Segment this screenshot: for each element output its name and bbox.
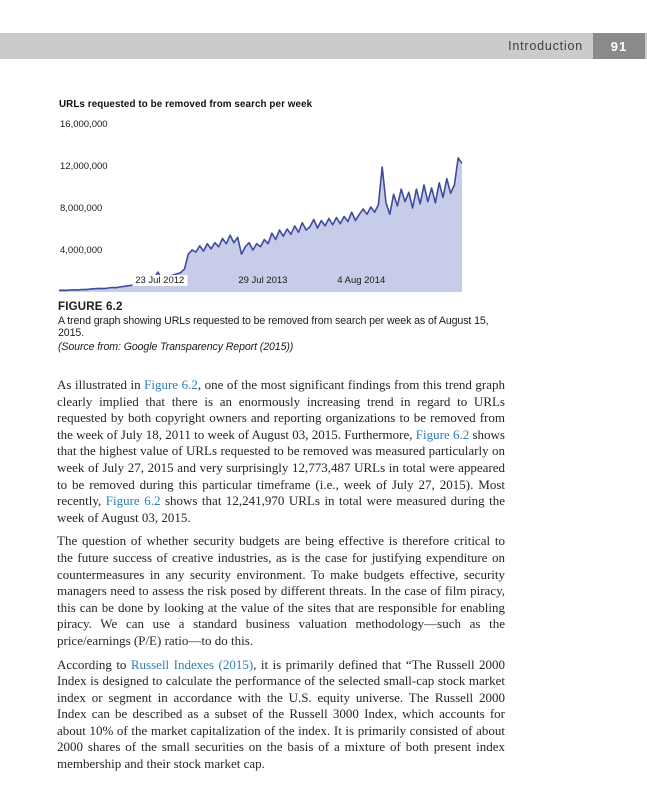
citation-link[interactable]: Figure 6.2 xyxy=(144,377,198,392)
text-run: , it is primarily defined that “The Russell 2000 Index is designed to calculate the performance of the selected small-cap stock market index or segment in accordance with the U.S. equity universe. The Russell 2000 Index can be described as a subset of the Russell 3000 Index, which accounts for about 10% of the market capitalization of the index. It is primarily consisted of about 2000 shares of the small securities on the basis of a mixture of both present index membership and their stock market cap. xyxy=(57,656,505,772)
text-run: , one of the most significant findings from this trend graph clearly implied that there is an enormously increasing trend in regard to URLs requested by both copyright owners and reporting organizations to be removed from the week of July 18, 2011 to week of August 03, 2015. Furthermore, xyxy=(57,377,505,442)
citation-link[interactable]: Figure 6.2 xyxy=(415,426,470,442)
running-header xyxy=(0,33,647,59)
x-axis-tick-label: 23 Jul 2012 xyxy=(132,275,187,286)
y-axis-tick-label: 12,000,000 xyxy=(60,161,108,172)
citation-link[interactable]: Figure 6.2 xyxy=(105,493,161,509)
y-axis-tick-label: 16,000,000 xyxy=(60,119,108,130)
citation-link[interactable]: Russell Indexes (2015) xyxy=(130,656,254,672)
text-run: According to xyxy=(57,656,131,672)
x-axis-tick-label: 29 Jul 2013 xyxy=(238,275,288,286)
x-axis-tick-label: 4 Aug 2014 xyxy=(337,275,386,286)
trend-area-chart xyxy=(59,118,462,292)
text-run: shows that 12,241,970 URLs in total were measured during the week of August 03, 2015. xyxy=(57,493,505,525)
page-number: 91 xyxy=(593,33,645,59)
text-run: shows that the highest value of URLs requested to be removed was measured particularly on week of July 27, 2015 and very surprisingly 12,773,487 URLs in total were appeared to be removed during this particular timeframe (i.e., week of July 27, 2015). Most recently, xyxy=(57,426,505,509)
text-run: The question of whether security budgets are being effective is therefore critical to the future success of creative industries, as is the case for justifying expenditure on countermeasures in any security environment. To make budgets effective, security managers need to assess the risk posed by different threats. In the case of film piracy, this can be done by looking at the value of the sites that are responsible for enabling piracy. We can use a standard business valuation methodology—such as the price/earnings (P/E) ratio—to do this. xyxy=(57,533,505,648)
figure-caption-source: (Source from: Google Transparency Report (2015)) xyxy=(58,341,294,353)
y-axis-tick-label: 8,000,000 xyxy=(60,203,103,214)
section-title: Introduction xyxy=(508,39,583,53)
y-axis-tick-label: 4,000,000 xyxy=(60,245,103,256)
paragraph xyxy=(57,533,505,649)
chart-title: URLs requested to be removed from search per week xyxy=(59,99,313,110)
body-text xyxy=(57,377,505,780)
area-chart-plot xyxy=(59,118,462,292)
chart-area-fill xyxy=(59,158,462,292)
paragraph xyxy=(57,377,505,526)
figure-caption-text: A trend graph showing URLs requested to be removed from search per week as of August 15, 2015. xyxy=(58,315,489,339)
figure-caption-label: FIGURE 6.2 xyxy=(58,301,123,313)
paragraph xyxy=(57,657,505,773)
figure-caption xyxy=(58,301,506,353)
text-run: As illustrated in xyxy=(57,377,145,392)
